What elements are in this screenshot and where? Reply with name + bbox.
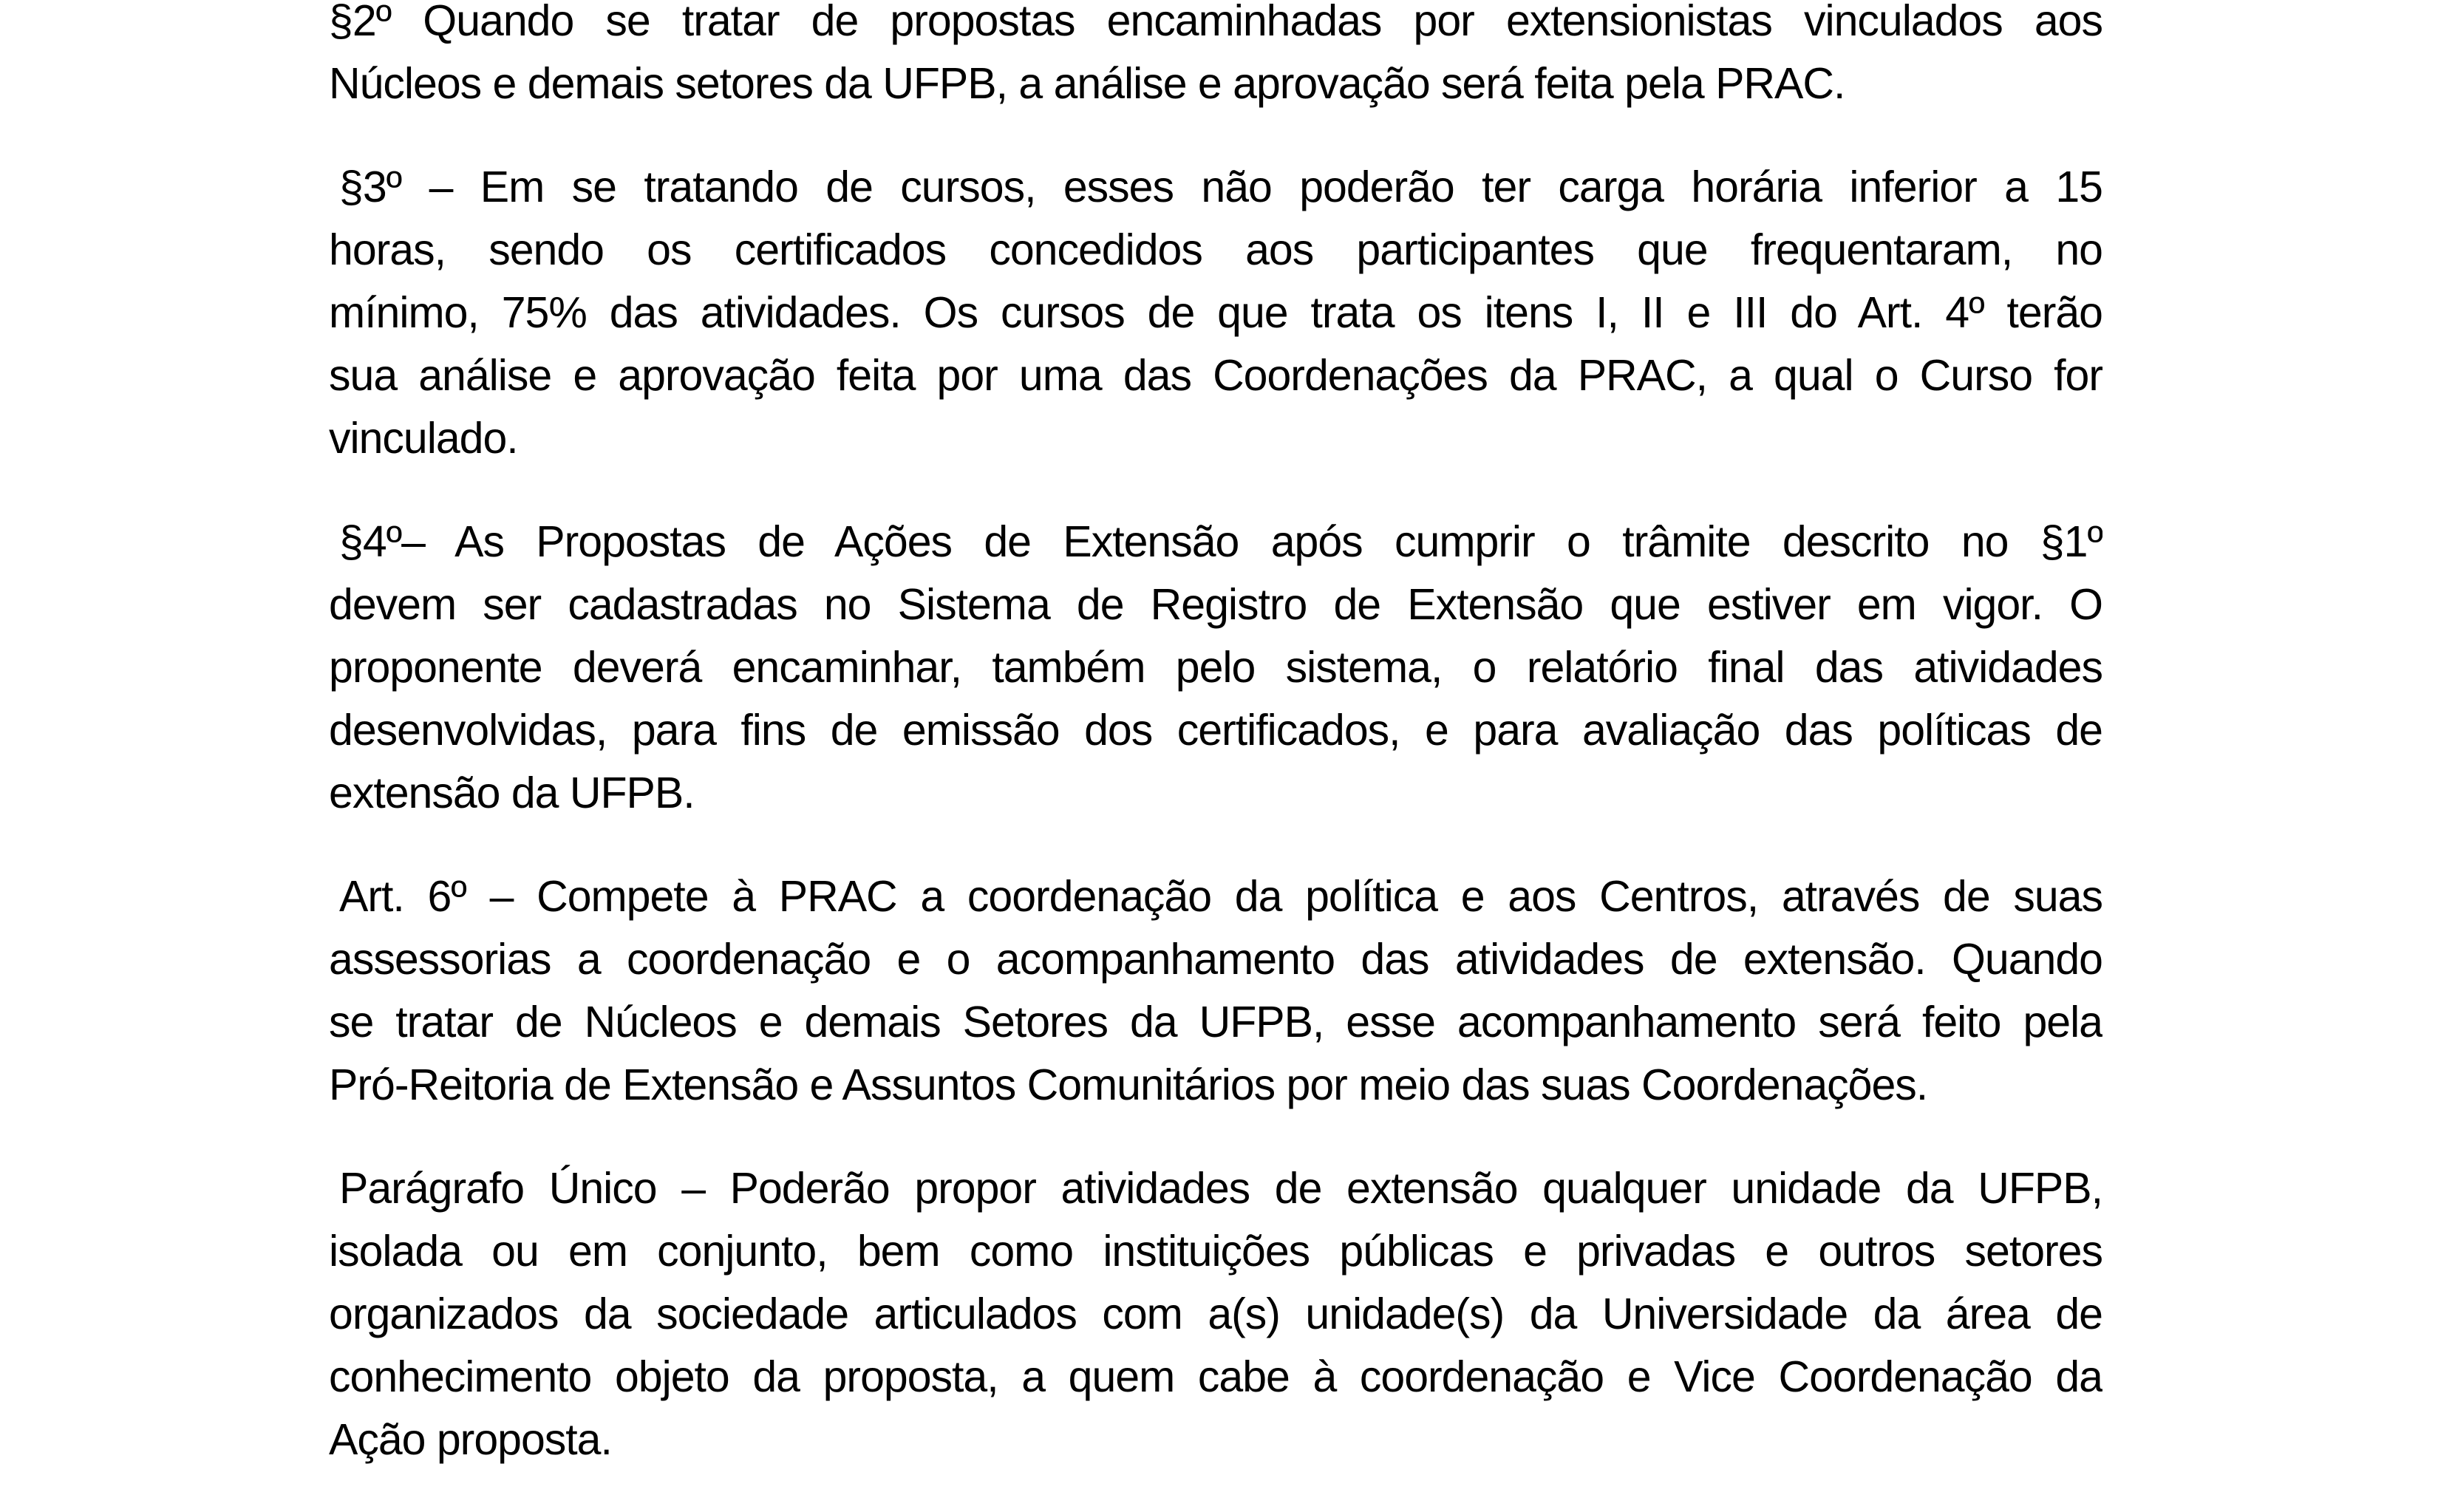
text-line: Ação proposta.: [329, 1415, 612, 1464]
text-line: §2º Quando se tratar de propostas encaminhadas por extensionistas vinculados aos: [329, 0, 2102, 45]
paragraph-paragrafo-unico: [329, 1157, 2102, 1471]
text-line: Parágrafo Único – Poderão propor atividades de extensão qualquer unidade da UFPB,: [339, 1164, 2102, 1213]
text-line: se tratar de Núcleos e demais Setores da UFPB, esse acompanhamento será feito pela: [329, 998, 2102, 1046]
text-line: horas, sendo os certificados concedidos aos participantes que frequentaram, no: [329, 225, 2102, 274]
paragraph-section-2: [329, 0, 2102, 115]
text-line: assessorias a coordenação e o acompanhamento das atividades de extensão. Quando: [329, 935, 2102, 984]
text-line: extensão da UFPB.: [329, 769, 695, 817]
text-line: vinculado.: [329, 414, 518, 463]
text-line: Art. 6º – Compete à PRAC a coordenação da política e aos Centros, através de suas: [339, 872, 2102, 921]
text-line: isolada ou em conjunto, bem como instituições públicas e privadas e outros setores: [329, 1227, 2102, 1276]
text-line: conhecimento objeto da proposta, a quem cabe à coordenação e Vice Coordenação da: [329, 1352, 2102, 1401]
text-line: Núcleos e demais setores da UFPB, a análise e aprovação será feita pela PRAC.: [329, 59, 1845, 108]
text-line: mínimo, 75% das atividades. Os cursos de que trata os itens I, II e III do Art. 4º terão: [329, 288, 2102, 337]
paragraph-section-4: [329, 511, 2102, 825]
text-line: sua análise e aprovação feita por uma das Coordenações da PRAC, a qual o Curso for: [329, 351, 2102, 400]
text-line: §3º – Em se tratando de cursos, esses não poderão ter carga horária inferior a 15: [339, 163, 2102, 211]
text-line: §4º– As Propostas de Ações de Extensão após cumprir o trâmite descrito no §1º: [339, 517, 2102, 566]
text-line: devem ser cadastradas no Sistema de Registro de Extensão que estiver em vigor. O: [329, 580, 2102, 629]
paragraph-section-3: [329, 156, 2102, 470]
text-line: proponente deverá encaminhar, também pelo sistema, o relatório final das atividades: [329, 643, 2102, 692]
text-line: desenvolvidas, para fins de emissão dos certificados, e para avaliação das políticas de: [329, 706, 2102, 755]
document-text-block: [329, 0, 2102, 1512]
text-line: organizados da sociedade articulados com a(s) unidade(s) da Universidade da área de: [329, 1290, 2102, 1338]
text-line: Pró-Reitoria de Extensão e Assuntos Comunitários por meio das suas Coordenações.: [329, 1060, 1928, 1109]
paragraph-article-6: [329, 865, 2102, 1117]
